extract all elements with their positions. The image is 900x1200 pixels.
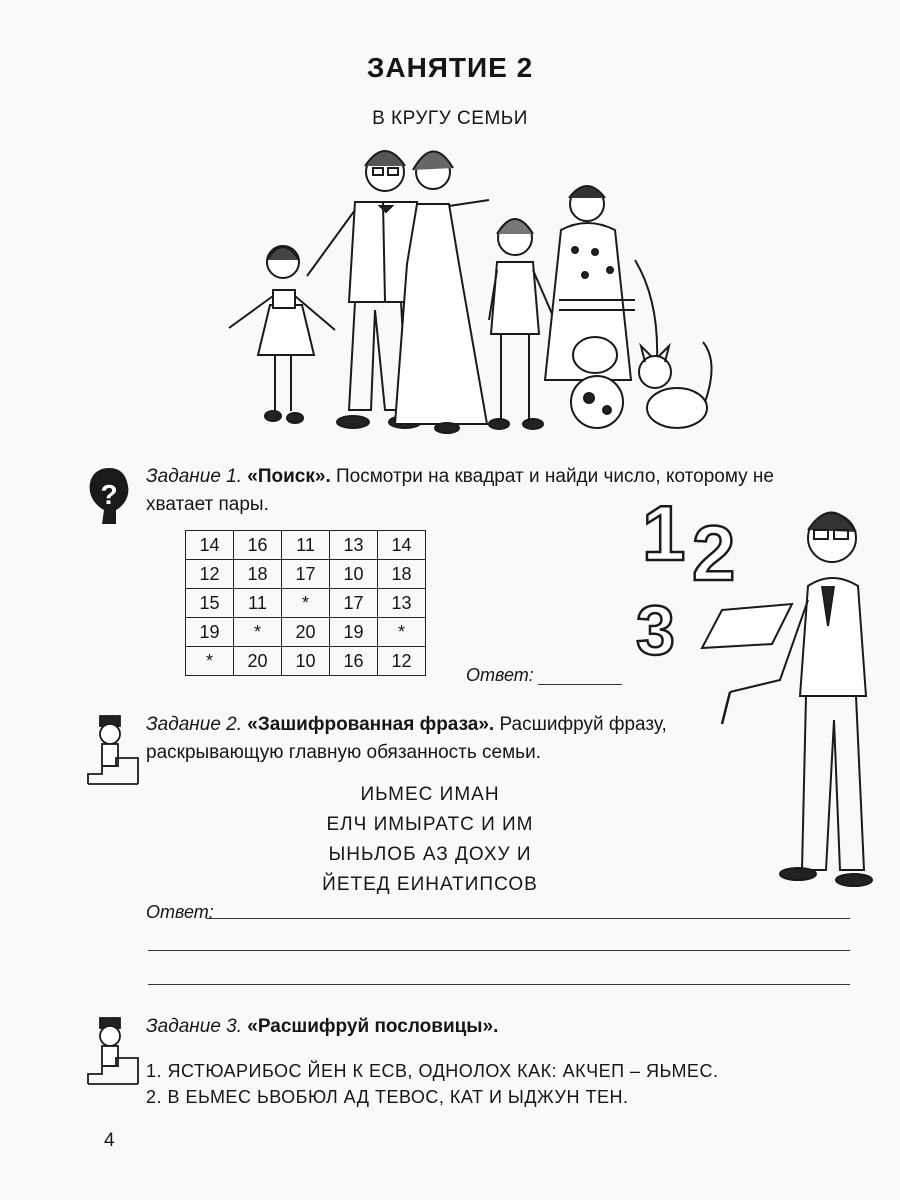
cipher-line: ИЬМЕС ИМАН — [360, 784, 500, 805]
task2-name: «Зашифрованная фраза». — [247, 714, 495, 735]
task2-answer-line-2[interactable] — [148, 950, 850, 951]
grid-cell: 20 — [234, 647, 282, 676]
grid-cell: 14 — [378, 531, 426, 560]
task3-label: Задание 3. — [146, 1016, 243, 1037]
task2-text-line1: Расшифруй фразу, — [494, 714, 667, 735]
family-illustration — [215, 140, 715, 440]
grid-cell: 18 — [234, 560, 282, 589]
task2-answer-line-1[interactable] — [206, 918, 850, 919]
lesson-subtitle: В КРУГУ СЕМЬИ — [372, 108, 528, 129]
grid-cell: 12 — [186, 560, 234, 589]
digit-2: 2 — [692, 509, 736, 597]
task2-answer-line-3[interactable] — [148, 984, 850, 985]
grid-cell: 11 — [234, 589, 282, 618]
question-head-icon — [86, 466, 132, 528]
task2-label: Задание 2. — [146, 714, 243, 735]
task1-text-line1: Посмотри на квадрат и найди число, которому не — [330, 466, 774, 487]
grid-cell: 19 — [330, 618, 378, 647]
grid-cell: 11 — [282, 531, 330, 560]
dog-figure — [571, 337, 623, 428]
task1-label: Задание 1. — [146, 466, 243, 487]
task3-text — [146, 1013, 866, 1041]
girl-figure — [229, 246, 335, 423]
grid-cell: 14 — [186, 531, 234, 560]
task3-name: «Расшифруй пословицы». — [247, 1016, 499, 1037]
cipher-line: ЕЛЧ ИМЫРАТС И ИМ — [326, 814, 534, 835]
proverb-2: 2. В ЕЬМЕС ЬВОБЮЛ АД ТЕВОС, КАТ И ЫДЖУН ТЕН. — [146, 1087, 629, 1107]
task1-answer-label: Ответ: — [466, 665, 534, 685]
thinker-on-steps-icon — [86, 1016, 138, 1086]
cipher-line: ЫНЬЛОБ АЗ ДОХУ И — [328, 844, 532, 865]
thinker-on-steps-icon — [86, 714, 138, 786]
grid-cell: * — [186, 647, 234, 676]
task1-name: «Поиск». — [247, 466, 331, 487]
task2-answer-label: Ответ: — [146, 902, 214, 922]
grid-cell: 13 — [378, 589, 426, 618]
grid-cell: 16 — [234, 531, 282, 560]
grid-row — [186, 589, 426, 618]
task2-text-line2: раскрывающую главную обязанность семьи. — [146, 742, 541, 763]
grid-cell: * — [378, 618, 426, 647]
grid-cell: 17 — [282, 560, 330, 589]
grid-row — [186, 560, 426, 589]
grid-cell: 10 — [282, 647, 330, 676]
grid-cell: 20 — [282, 618, 330, 647]
grid-cell: 19 — [186, 618, 234, 647]
grid-row — [186, 647, 426, 676]
grid-cell: 12 — [378, 647, 426, 676]
digit-3: 3 — [636, 591, 675, 669]
number-square — [185, 530, 426, 676]
grid-cell: 17 — [330, 589, 378, 618]
grid-cell: 13 — [330, 531, 378, 560]
task1-answer-line[interactable] — [538, 684, 622, 685]
cipher-line: ЙЕТЕД ЕИНАТИПСОВ — [322, 874, 538, 895]
grid-cell: 18 — [378, 560, 426, 589]
page-number: 4 — [104, 1130, 115, 1151]
cat-figure — [639, 342, 712, 428]
task2-text — [146, 711, 866, 767]
grid-cell: 10 — [330, 560, 378, 589]
grid-cell: 15 — [186, 589, 234, 618]
svg-text:?: ? — [100, 479, 118, 510]
proverb-list — [146, 1058, 866, 1110]
grid-cell: 16 — [330, 647, 378, 676]
digit-1: 1 — [642, 489, 686, 577]
task1-text-line2: хватает пары. — [146, 494, 269, 515]
proverb-1: 1. ЯСТЮАРИБОС ЙЕН К ЕСВ, ОДНОЛОХ КАК: АКЧЕП – ЯЬМЕС. — [146, 1061, 719, 1081]
grid-cell: * — [234, 618, 282, 647]
boy-figure — [489, 219, 559, 429]
cipher-block — [0, 780, 880, 900]
grid-row — [186, 531, 426, 560]
mother-figure — [395, 151, 489, 433]
grid-row — [186, 618, 426, 647]
grid-cell: * — [282, 589, 330, 618]
lesson-title: ЗАНЯТИЕ 2 — [366, 52, 534, 83]
